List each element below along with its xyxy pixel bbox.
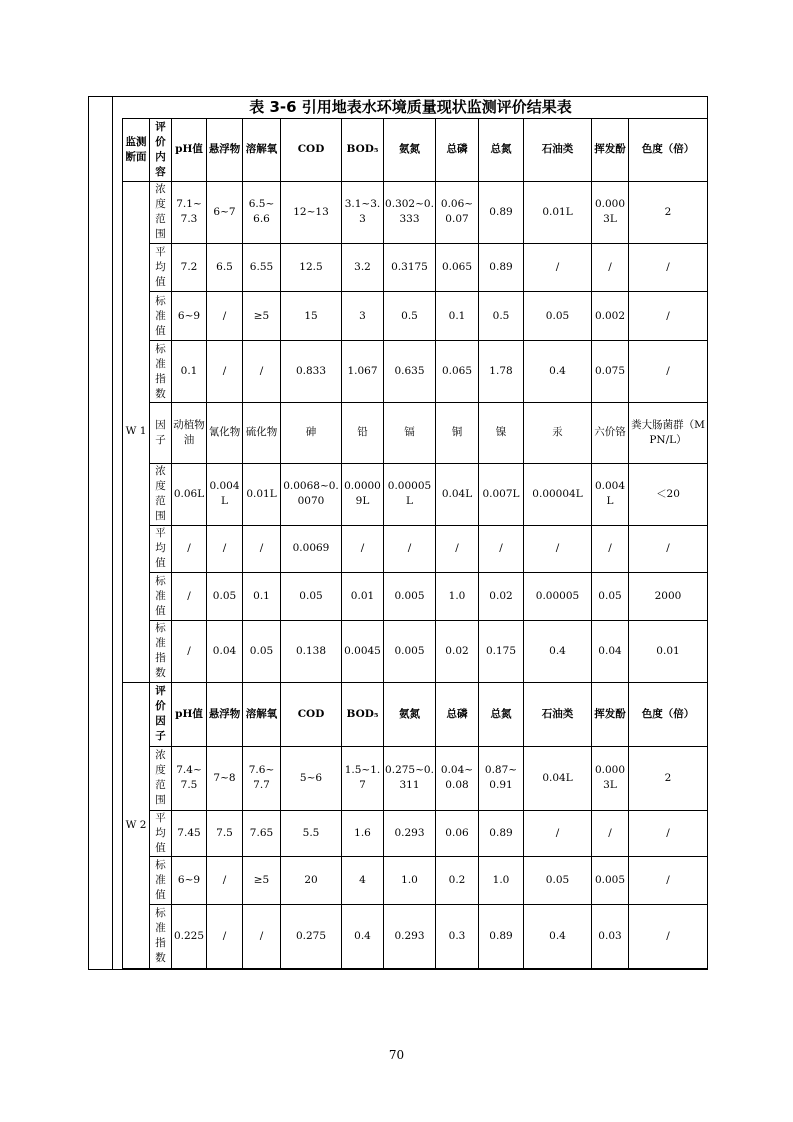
data-cell: 1.78 — [479, 341, 524, 403]
data-cell: 0.0069 — [281, 525, 342, 573]
data-cell: / — [479, 525, 524, 573]
row-label: 标准指数 — [150, 904, 172, 968]
data-cell: / — [172, 525, 207, 573]
factor-cell: 铜 — [436, 402, 479, 463]
data-cell: 1.6 — [342, 810, 384, 857]
data-cell: 7.5 — [207, 810, 243, 857]
column-header: pH值 — [172, 119, 207, 182]
data-cell: 6.55 — [243, 243, 281, 292]
data-cell: 12~13 — [281, 181, 342, 243]
data-cell: / — [342, 525, 384, 573]
data-cell: 0.005 — [592, 857, 629, 905]
data-cell: 0.5 — [384, 292, 436, 341]
data-cell: 0.075 — [592, 341, 629, 403]
table-row — [123, 463, 708, 525]
factor-cell: 铅 — [342, 402, 384, 463]
data-cell: ＜20 — [629, 463, 708, 525]
data-cell: 6.5 — [207, 243, 243, 292]
section-label-w2: W 2 — [123, 682, 150, 968]
data-cell: 7.45 — [172, 810, 207, 857]
column-header: 总磷 — [436, 119, 479, 182]
data-cell: 0.01 — [629, 620, 708, 682]
table-row — [123, 402, 708, 463]
data-cell: 5~6 — [281, 746, 342, 810]
data-cell: / — [207, 857, 243, 905]
column-header: 氨氮 — [384, 119, 436, 182]
data-cell: 0.0003L — [592, 181, 629, 243]
data-cell: / — [243, 341, 281, 403]
data-cell: 12.5 — [281, 243, 342, 292]
data-cell: 3 — [342, 292, 384, 341]
data-cell: 0.2 — [436, 857, 479, 905]
factor-cell: 汞 — [524, 402, 592, 463]
data-cell: 0.4 — [524, 341, 592, 403]
data-cell: 0.0045 — [342, 620, 384, 682]
data-cell: 6~9 — [172, 292, 207, 341]
data-cell: 7~8 — [207, 746, 243, 810]
data-cell: 0.175 — [479, 620, 524, 682]
factor-cell: 氰化物 — [207, 402, 243, 463]
data-cell: 0.007L — [479, 463, 524, 525]
column-header: 挥发酚 — [592, 119, 629, 182]
data-cell: 0.0068~0.0070 — [281, 463, 342, 525]
table-row — [123, 682, 708, 746]
factor-cell: 镍 — [479, 402, 524, 463]
data-cell: ≥5 — [243, 857, 281, 905]
data-cell: 0.275 — [281, 904, 342, 968]
table-row — [123, 119, 708, 182]
data-cell: 1.067 — [342, 341, 384, 403]
column-header: 溶解氧 — [243, 682, 281, 746]
table-row — [123, 573, 708, 621]
row-label: 浓度范围 — [150, 181, 172, 243]
data-cell: 0.275~0.311 — [384, 746, 436, 810]
data-cell: ≥5 — [243, 292, 281, 341]
data-cell: / — [207, 341, 243, 403]
table-row — [123, 292, 708, 341]
factor-cell: 动植物油 — [172, 402, 207, 463]
row-label: 浓度范围 — [150, 746, 172, 810]
data-cell: 0.004L — [592, 463, 629, 525]
data-cell: 0.065 — [436, 341, 479, 403]
table-row — [123, 181, 708, 243]
data-cell: 0.04~0.08 — [436, 746, 479, 810]
column-header: 悬浮物 — [207, 682, 243, 746]
data-cell: 0.06~0.07 — [436, 181, 479, 243]
column-header: 石油类 — [524, 682, 592, 746]
data-cell: / — [592, 810, 629, 857]
data-cell: 0.04 — [592, 620, 629, 682]
data-cell: / — [524, 525, 592, 573]
data-cell: 2000 — [629, 573, 708, 621]
data-cell: 0.89 — [479, 810, 524, 857]
table-row — [123, 341, 708, 403]
data-cell: 7.2 — [172, 243, 207, 292]
frame-divider — [112, 96, 113, 970]
data-cell: / — [243, 904, 281, 968]
column-header: 悬浮物 — [207, 119, 243, 182]
data-cell: 2 — [629, 181, 708, 243]
data-cell: 0.635 — [384, 341, 436, 403]
data-cell: 0.3 — [436, 904, 479, 968]
data-cell: 0.005 — [384, 573, 436, 621]
data-cell: 0.1 — [243, 573, 281, 621]
column-header: 评价因子 — [150, 682, 172, 746]
data-cell: 0.01L — [243, 463, 281, 525]
data-cell: 0.03 — [592, 904, 629, 968]
data-cell: / — [629, 904, 708, 968]
data-cell: 3.1~3.3 — [342, 181, 384, 243]
data-cell: 1.0 — [436, 573, 479, 621]
row-label: 标准值 — [150, 292, 172, 341]
data-cell: 1.0 — [479, 857, 524, 905]
data-cell: / — [207, 904, 243, 968]
row-label: 标准值 — [150, 573, 172, 621]
column-header: 色度（倍） — [629, 119, 708, 182]
row-label: 标准指数 — [150, 341, 172, 403]
data-cell: 15 — [281, 292, 342, 341]
factor-cell: 硫化物 — [243, 402, 281, 463]
column-header: 总氮 — [479, 119, 524, 182]
data-cell: 0.00009L — [342, 463, 384, 525]
data-cell: 0.04L — [524, 746, 592, 810]
column-header: 溶解氧 — [243, 119, 281, 182]
data-cell: / — [172, 573, 207, 621]
column-header: BOD₅ — [342, 682, 384, 746]
data-cell: 0.06L — [172, 463, 207, 525]
data-cell: 0.00005 — [524, 573, 592, 621]
data-cell: 1.0 — [384, 857, 436, 905]
data-cell: / — [207, 525, 243, 573]
row-label: 平均值 — [150, 243, 172, 292]
data-cell: / — [629, 341, 708, 403]
table-row — [123, 620, 708, 682]
data-cell: 6~9 — [172, 857, 207, 905]
column-header: 总氮 — [479, 682, 524, 746]
monitoring-table — [122, 118, 708, 969]
row-label: 平均值 — [150, 525, 172, 573]
row-label: 浓度范围 — [150, 463, 172, 525]
data-cell: / — [592, 525, 629, 573]
row-label: 平均值 — [150, 810, 172, 857]
data-cell: / — [436, 525, 479, 573]
column-header: COD — [281, 119, 342, 182]
table-title: 表 3-6 引用地表水环境质量现状监测评价结果表 — [249, 98, 572, 116]
data-cell: 0.89 — [479, 243, 524, 292]
data-cell: 20 — [281, 857, 342, 905]
factor-cell: 砷 — [281, 402, 342, 463]
data-cell: 0.00005L — [384, 463, 436, 525]
data-cell: 0.5 — [479, 292, 524, 341]
page-number: 70 — [388, 1048, 405, 1062]
data-cell: 0.87~0.91 — [479, 746, 524, 810]
table-row — [123, 904, 708, 968]
data-cell: 0.302~0.333 — [384, 181, 436, 243]
data-cell: 0.04L — [436, 463, 479, 525]
data-cell: / — [629, 810, 708, 857]
data-cell: 2 — [629, 746, 708, 810]
data-cell: 5.5 — [281, 810, 342, 857]
data-cell: 6~7 — [207, 181, 243, 243]
column-header: 评价内容 — [150, 119, 172, 182]
data-cell: 0.00004L — [524, 463, 592, 525]
data-cell: 0.1 — [172, 341, 207, 403]
data-cell: 0.065 — [436, 243, 479, 292]
column-header: 挥发酚 — [592, 682, 629, 746]
row-label: 标准值 — [150, 857, 172, 905]
data-cell: 0.138 — [281, 620, 342, 682]
data-cell: / — [592, 243, 629, 292]
data-cell: / — [629, 525, 708, 573]
data-cell: / — [629, 243, 708, 292]
table-row — [123, 525, 708, 573]
data-cell: 0.293 — [384, 904, 436, 968]
data-cell: 0.01L — [524, 181, 592, 243]
data-cell: 7.65 — [243, 810, 281, 857]
data-cell: / — [384, 525, 436, 573]
column-header: pH值 — [172, 682, 207, 746]
data-cell: 4 — [342, 857, 384, 905]
data-cell: 0.05 — [592, 573, 629, 621]
data-cell: 7.1~7.3 — [172, 181, 207, 243]
data-cell: / — [524, 243, 592, 292]
data-cell: 0.293 — [384, 810, 436, 857]
data-cell: 0.89 — [479, 181, 524, 243]
data-cell: / — [629, 292, 708, 341]
data-cell: 0.0003L — [592, 746, 629, 810]
column-header: 氨氮 — [384, 682, 436, 746]
column-header: 总磷 — [436, 682, 479, 746]
data-cell: 0.89 — [479, 904, 524, 968]
data-cell: 0.3175 — [384, 243, 436, 292]
data-cell: 0.01 — [342, 573, 384, 621]
table-row — [123, 746, 708, 810]
data-cell: 0.002 — [592, 292, 629, 341]
data-cell: / — [207, 292, 243, 341]
data-cell: 0.833 — [281, 341, 342, 403]
data-cell: 0.225 — [172, 904, 207, 968]
data-cell: 0.05 — [524, 292, 592, 341]
row-label: 因子 — [150, 402, 172, 463]
data-cell: 0.02 — [479, 573, 524, 621]
table-row — [123, 810, 708, 857]
data-cell: 0.02 — [436, 620, 479, 682]
data-cell: / — [172, 620, 207, 682]
data-cell: / — [629, 857, 708, 905]
data-cell: 1.5~1.7 — [342, 746, 384, 810]
data-cell: 0.05 — [207, 573, 243, 621]
factor-cell: 六价铬 — [592, 402, 629, 463]
data-cell: 0.1 — [436, 292, 479, 341]
column-header: 石油类 — [524, 119, 592, 182]
data-cell: 0.05 — [281, 573, 342, 621]
column-header: 色度（倍） — [629, 682, 708, 746]
table-row — [123, 243, 708, 292]
data-cell: 7.6~7.7 — [243, 746, 281, 810]
data-cell: 7.4~7.5 — [172, 746, 207, 810]
data-cell: / — [524, 810, 592, 857]
factor-cell: 镉 — [384, 402, 436, 463]
data-cell: 0.06 — [436, 810, 479, 857]
data-cell: 0.05 — [243, 620, 281, 682]
data-cell: 0.05 — [524, 857, 592, 905]
data-cell: 0.004L — [207, 463, 243, 525]
section-label-w1: W 1 — [123, 181, 150, 682]
column-header: COD — [281, 682, 342, 746]
data-cell: 3.2 — [342, 243, 384, 292]
data-cell: 0.005 — [384, 620, 436, 682]
data-cell: 0.4 — [342, 904, 384, 968]
table-row — [123, 857, 708, 905]
column-header: 监测断面 — [123, 119, 150, 182]
data-cell: 0.4 — [524, 620, 592, 682]
data-cell: 0.04 — [207, 620, 243, 682]
data-cell: 6.5~6.6 — [243, 181, 281, 243]
row-label: 标准指数 — [150, 620, 172, 682]
data-cell: 0.4 — [524, 904, 592, 968]
data-cell: / — [243, 525, 281, 573]
column-header: BOD₅ — [342, 119, 384, 182]
factor-cell: 粪大肠菌群（MPN/L） — [629, 402, 708, 463]
